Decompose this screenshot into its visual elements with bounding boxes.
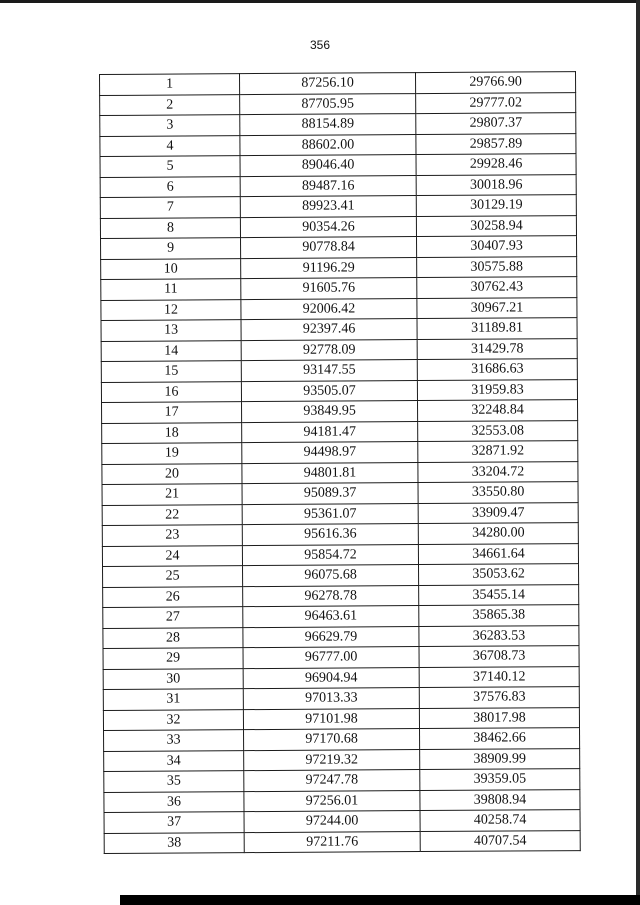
row-index-cell: 4 <box>100 135 240 156</box>
value-a-cell: 90778.84 <box>241 237 417 259</box>
scan-border-top <box>0 0 640 3</box>
value-a-cell: 93849.95 <box>242 401 418 423</box>
scan-border-bottom <box>120 895 640 905</box>
value-a-cell: 96629.79 <box>243 626 419 648</box>
value-a-cell: 97101.98 <box>243 708 419 730</box>
value-b-cell: 30129.19 <box>416 195 576 216</box>
table-row <box>101 256 577 279</box>
table-row <box>103 564 579 587</box>
value-a-cell: 92397.46 <box>241 319 417 341</box>
value-a-cell: 93505.07 <box>241 380 417 402</box>
value-b-cell: 31189.81 <box>417 318 577 339</box>
value-b-cell: 37576.83 <box>419 687 579 708</box>
row-index-cell: 30 <box>103 668 243 689</box>
table-row <box>104 728 580 751</box>
table-row <box>100 133 576 156</box>
row-index-cell: 2 <box>100 94 240 115</box>
table-row <box>103 625 579 648</box>
value-a-cell: 97244.00 <box>244 811 420 833</box>
row-index-cell: 37 <box>104 812 244 833</box>
value-a-cell: 89487.16 <box>240 175 416 197</box>
value-a-cell: 96278.78 <box>243 585 419 607</box>
value-b-cell: 39808.94 <box>420 789 580 810</box>
table-row <box>101 379 577 402</box>
value-b-cell: 31429.78 <box>417 338 577 359</box>
table-row <box>101 236 577 259</box>
value-a-cell: 96463.61 <box>243 606 419 628</box>
value-b-cell: 34661.64 <box>418 543 578 564</box>
value-a-cell: 90354.26 <box>240 216 416 238</box>
value-b-cell: 35053.62 <box>419 564 579 585</box>
row-index-cell: 6 <box>100 176 240 197</box>
value-a-cell: 92778.09 <box>241 339 417 361</box>
value-a-cell: 88154.89 <box>240 114 416 136</box>
table-row <box>103 666 579 689</box>
data-table <box>99 71 581 854</box>
table-row <box>100 72 576 95</box>
table-row <box>102 441 578 464</box>
value-a-cell: 93147.55 <box>241 360 417 382</box>
table-row <box>102 420 578 443</box>
row-index-cell: 29 <box>103 648 243 669</box>
value-a-cell: 95616.36 <box>242 524 418 546</box>
value-b-cell: 30762.43 <box>417 277 577 298</box>
row-index-cell: 33 <box>104 730 244 751</box>
value-b-cell: 37140.12 <box>419 666 579 687</box>
value-b-cell: 38462.66 <box>420 728 580 749</box>
value-a-cell: 95089.37 <box>242 483 418 505</box>
value-b-cell: 29928.46 <box>416 154 576 175</box>
value-a-cell: 96777.00 <box>243 647 419 669</box>
row-index-cell: 17 <box>102 402 242 423</box>
row-index-cell: 19 <box>102 443 242 464</box>
row-index-cell: 22 <box>102 504 242 525</box>
value-b-cell: 38017.98 <box>419 707 579 728</box>
value-a-cell: 87256.10 <box>240 73 416 95</box>
value-b-cell: 31686.63 <box>417 359 577 380</box>
row-index-cell: 7 <box>100 197 240 218</box>
value-b-cell: 33909.47 <box>418 502 578 523</box>
table-row <box>102 400 578 423</box>
table-row <box>100 215 576 238</box>
table-row <box>102 482 578 505</box>
table-row <box>103 584 579 607</box>
value-a-cell: 91196.29 <box>241 257 417 279</box>
table-row <box>100 174 576 197</box>
page-number: 356 <box>309 38 331 52</box>
value-a-cell: 89923.41 <box>240 196 416 218</box>
table-row <box>100 154 576 177</box>
table-row <box>100 92 576 115</box>
value-b-cell: 33204.72 <box>418 461 578 482</box>
table-row <box>100 113 576 136</box>
table-row <box>103 646 579 669</box>
table-row <box>104 789 580 812</box>
row-index-cell: 15 <box>101 361 241 382</box>
table-row <box>103 605 579 628</box>
table-row <box>102 523 578 546</box>
value-b-cell: 36283.53 <box>419 625 579 646</box>
table-row <box>104 830 580 853</box>
value-b-cell: 29777.02 <box>416 92 576 113</box>
value-a-cell: 97013.33 <box>243 688 419 710</box>
row-index-cell: 35 <box>104 771 244 792</box>
row-index-cell: 3 <box>100 115 240 136</box>
table-row <box>100 195 576 218</box>
value-a-cell: 97256.01 <box>244 790 420 812</box>
row-index-cell: 18 <box>102 422 242 443</box>
table-row <box>102 543 578 566</box>
row-index-cell: 8 <box>100 217 240 238</box>
value-b-cell: 38909.99 <box>420 748 580 769</box>
value-b-cell: 39359.05 <box>420 769 580 790</box>
row-index-cell: 5 <box>100 156 240 177</box>
value-a-cell: 94181.47 <box>242 421 418 443</box>
value-b-cell: 29857.89 <box>416 133 576 154</box>
value-b-cell: 36708.73 <box>419 646 579 667</box>
value-b-cell: 33550.80 <box>418 482 578 503</box>
row-index-cell: 38 <box>104 832 244 853</box>
value-b-cell: 30018.96 <box>416 174 576 195</box>
row-index-cell: 14 <box>101 340 241 361</box>
value-b-cell: 30575.88 <box>417 256 577 277</box>
row-index-cell: 32 <box>103 709 243 730</box>
row-index-cell: 9 <box>101 238 241 259</box>
scan-border-right <box>636 0 640 905</box>
value-a-cell: 89046.40 <box>240 155 416 177</box>
value-b-cell: 40258.74 <box>420 810 580 831</box>
table-row <box>102 502 578 525</box>
value-b-cell: 34280.00 <box>418 523 578 544</box>
table-row <box>101 318 577 341</box>
table-body <box>100 72 581 854</box>
row-index-cell: 12 <box>101 299 241 320</box>
row-index-cell: 36 <box>104 791 244 812</box>
row-index-cell: 26 <box>103 586 243 607</box>
table-row <box>101 338 577 361</box>
value-a-cell: 88602.00 <box>240 134 416 156</box>
value-a-cell: 95854.72 <box>242 544 418 566</box>
row-index-cell: 10 <box>101 258 241 279</box>
value-b-cell: 29766.90 <box>415 72 575 93</box>
table-row <box>101 277 577 300</box>
value-a-cell: 87705.95 <box>240 93 416 115</box>
row-index-cell: 21 <box>102 484 242 505</box>
value-b-cell: 29807.37 <box>416 113 576 134</box>
value-a-cell: 97219.32 <box>244 749 420 771</box>
row-index-cell: 24 <box>102 545 242 566</box>
row-index-cell: 34 <box>104 750 244 771</box>
value-b-cell: 32248.84 <box>418 400 578 421</box>
table-row <box>102 461 578 484</box>
value-b-cell: 40707.54 <box>420 830 580 851</box>
row-index-cell: 1 <box>100 74 240 95</box>
value-a-cell: 94498.97 <box>242 442 418 464</box>
value-b-cell: 35455.14 <box>419 584 579 605</box>
value-b-cell: 30407.93 <box>416 236 576 257</box>
value-a-cell: 95361.07 <box>242 503 418 525</box>
table-row <box>101 359 577 382</box>
value-b-cell: 35865.38 <box>419 605 579 626</box>
row-index-cell: 28 <box>103 627 243 648</box>
row-index-cell: 16 <box>101 381 241 402</box>
value-a-cell: 96075.68 <box>243 565 419 587</box>
value-a-cell: 92006.42 <box>241 298 417 320</box>
table-row <box>104 810 580 833</box>
row-index-cell: 13 <box>101 320 241 341</box>
value-a-cell: 94801.81 <box>242 462 418 484</box>
value-b-cell: 30258.94 <box>416 215 576 236</box>
row-index-cell: 25 <box>103 566 243 587</box>
table-row <box>104 748 580 771</box>
value-a-cell: 96904.94 <box>243 667 419 689</box>
row-index-cell: 11 <box>101 279 241 300</box>
value-a-cell: 91605.76 <box>241 278 417 300</box>
table-row <box>103 707 579 730</box>
value-b-cell: 32871.92 <box>418 441 578 462</box>
table-row <box>101 297 577 320</box>
value-a-cell: 97247.78 <box>244 770 420 792</box>
row-index-cell: 27 <box>103 607 243 628</box>
row-index-cell: 23 <box>102 525 242 546</box>
value-a-cell: 97170.68 <box>244 729 420 751</box>
value-b-cell: 31959.83 <box>417 379 577 400</box>
row-index-cell: 20 <box>102 463 242 484</box>
value-b-cell: 30967.21 <box>417 297 577 318</box>
row-index-cell: 31 <box>103 689 243 710</box>
table-row <box>103 687 579 710</box>
value-a-cell: 97211.76 <box>244 831 420 853</box>
value-b-cell: 32553.08 <box>418 420 578 441</box>
table-row <box>104 769 580 792</box>
